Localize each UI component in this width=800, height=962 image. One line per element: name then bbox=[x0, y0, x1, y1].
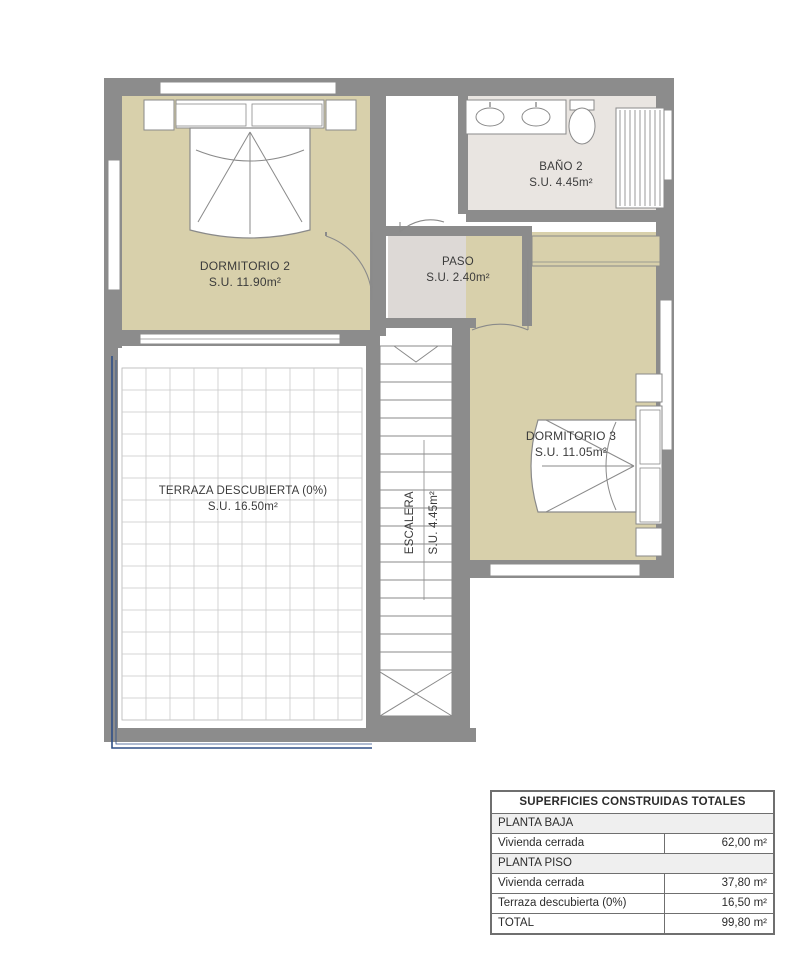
table-section-row bbox=[492, 814, 774, 834]
row-label: Terraza descubierta (0%) bbox=[492, 894, 665, 914]
room-name: DORMITORIO 3 bbox=[525, 429, 617, 443]
row-value: 62,00 m² bbox=[665, 834, 774, 854]
table-total-row bbox=[492, 914, 774, 934]
total-value: 99,80 m² bbox=[665, 914, 774, 934]
table-section-row bbox=[492, 854, 774, 874]
table-row bbox=[492, 874, 774, 894]
room-area: S.U. 16.50m² bbox=[207, 500, 279, 513]
shower-tray bbox=[616, 108, 664, 208]
room-name: TERRAZA DESCUBIERTA (0%) bbox=[158, 485, 328, 497]
toilet-icon bbox=[569, 100, 595, 144]
terrace-tiles bbox=[122, 368, 362, 720]
table-row bbox=[492, 894, 774, 914]
row-label: Vivienda cerrada bbox=[492, 874, 665, 894]
room-name: DORMITORIO 2 bbox=[199, 259, 291, 273]
room-name: BAÑO 2 bbox=[539, 161, 583, 173]
table-row bbox=[492, 834, 774, 854]
room-name: ESCALERA bbox=[404, 491, 417, 555]
room-area: S.U. 4.45m² bbox=[529, 176, 593, 189]
room-area: S.U. 11.05m² bbox=[534, 445, 608, 460]
surfaces-table bbox=[490, 790, 775, 935]
room-area: S.U. 4.45m² bbox=[428, 490, 441, 555]
room-name: PASO bbox=[442, 256, 474, 268]
table-title: SUPERFICIES CONSTRUIDAS TOTALES bbox=[492, 792, 774, 814]
room-area: S.U. 2.40m² bbox=[426, 271, 490, 284]
row-label: Vivienda cerrada bbox=[492, 834, 665, 854]
row-value: 16,50 m² bbox=[665, 894, 774, 914]
total-label: TOTAL bbox=[492, 914, 665, 934]
section-planta-piso: PLANTA PISO bbox=[492, 854, 774, 874]
staircase bbox=[380, 346, 452, 716]
row-value: 37,80 m² bbox=[665, 874, 774, 894]
room-area: S.U. 11.90m² bbox=[208, 275, 282, 290]
section-planta-baja: PLANTA BAJA bbox=[492, 814, 774, 834]
